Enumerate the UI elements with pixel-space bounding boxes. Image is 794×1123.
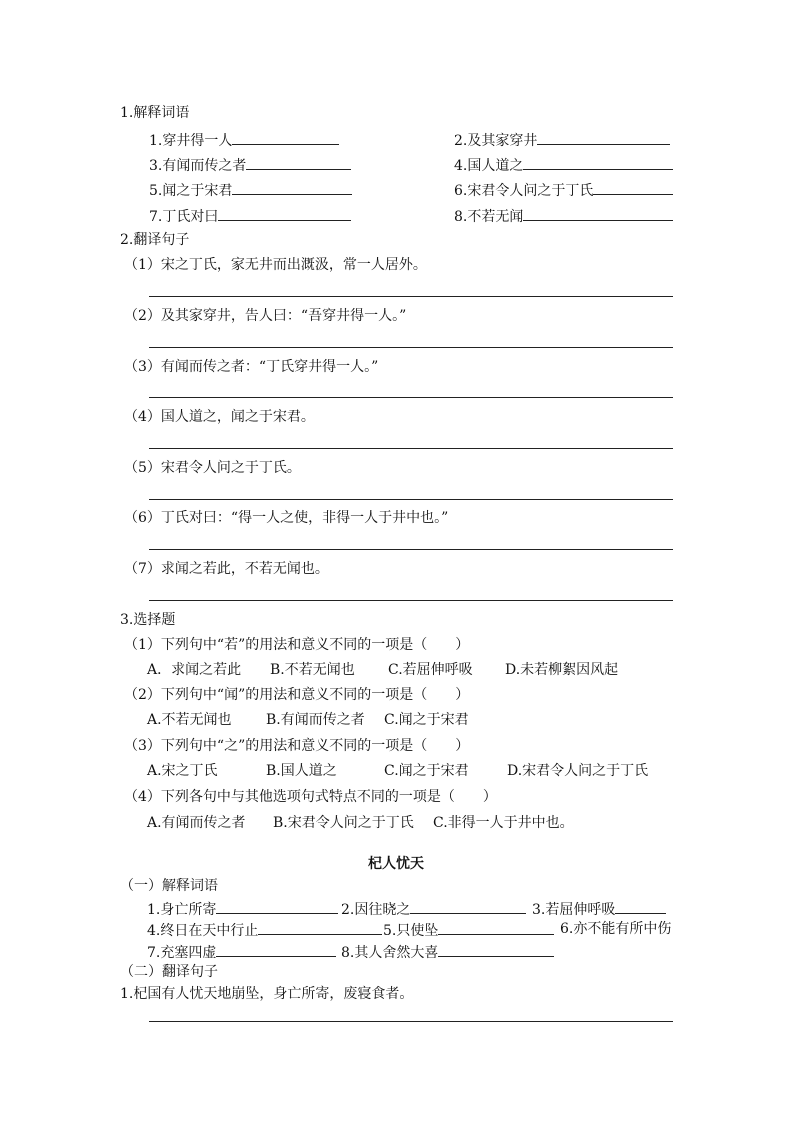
choice-question-3: （3）下列句中“之”的用法和意义不同的一项是（ ） xyxy=(124,738,470,754)
subsection-2-heading: （二）翻译句子 xyxy=(120,964,218,980)
option-4a: A.有闻而传之者 xyxy=(147,815,246,831)
option-1d: D.未若柳絮因风起 xyxy=(505,662,619,678)
answer-line-1 xyxy=(149,296,673,297)
choice-question-4: （4）下列各句中与其他选项句式特点不同的一项是（ ） xyxy=(124,789,497,805)
option-2c: C.闻之于宋君 xyxy=(384,712,469,728)
translate-sentence-4: （4）国人道之，闻之于宋君。 xyxy=(124,409,315,425)
word-item-3: 3.若屈伸呼吸 xyxy=(532,899,666,919)
vocab-item-8: 8.不若无闻 xyxy=(454,206,673,226)
vocab-item-1: 1.穿井得一人 xyxy=(149,130,339,150)
option-3a: A.宋之丁氏 xyxy=(147,763,218,779)
passage-title: 杞人忧天 xyxy=(368,856,424,872)
choice-question-1: （1）下列句中“若”的用法和意义不同的一项是（ ） xyxy=(124,637,470,653)
option-3b: B.国人道之 xyxy=(266,763,337,779)
vocab-item-7: 7.丁氏对曰 xyxy=(149,206,351,226)
option-3d: D.宋君令人问之于丁氏 xyxy=(507,763,649,779)
option-3c: C.闻之于宋君 xyxy=(384,763,469,779)
word-item-8: 8.其人舍然大喜 xyxy=(341,942,554,962)
translate-sentence-6: （6）丁氏对曰：“得一人之使，非得一人于井中也。” xyxy=(124,510,449,526)
answer-line-qiren-1 xyxy=(149,1021,673,1022)
answer-line-7 xyxy=(149,600,673,601)
translate-sentence-1: （1）宋之丁氏，家无井而出溉汲，常一人居外。 xyxy=(124,257,427,273)
translate-sentence-5: （5）宋君令人问之于丁氏。 xyxy=(124,460,301,476)
section-1-heading: 1.解释词语 xyxy=(120,105,190,121)
vocab-item-5: 5.闻之于宋君 xyxy=(149,180,352,200)
translate-sentence-2: （2）及其家穿井，告人曰：“吾穿井得一人。” xyxy=(124,308,407,324)
word-item-5: 5.只使坠 xyxy=(383,920,554,940)
word-item-1: 1.身亡所寄 xyxy=(147,899,338,919)
choice-question-2: （2）下列句中“闻”的用法和意义不同的一项是（ ） xyxy=(124,687,470,703)
vocab-item-4: 4.国人道之 xyxy=(454,155,673,175)
vocab-item-6: 6.宋君令人问之于丁氏 xyxy=(454,180,673,200)
translate-sentence-3: （3）有闻而传之者：“丁氏穿井得一人。” xyxy=(124,359,379,375)
word-item-7: 7.充塞四虚 xyxy=(147,942,336,962)
option-1c: C.若屈伸呼吸 xyxy=(388,662,473,678)
translate-sentence-7: （7）求闻之若此，不若无闻也。 xyxy=(124,561,329,577)
answer-line-4 xyxy=(149,448,673,449)
option-1b: B.不若无闻也 xyxy=(270,662,355,678)
option-2b: B.有闻而传之者 xyxy=(266,712,365,728)
qiren-sentence-1: 1.杞国有人忧天地崩坠，身亡所寄，废寝食者。 xyxy=(120,986,414,1002)
word-item-4: 4.终日在天中行止 xyxy=(147,920,382,940)
vocab-item-3: 3.有闻而传之者 xyxy=(149,155,351,175)
answer-line-3 xyxy=(149,397,673,398)
word-item-2: 2.因往晓之 xyxy=(341,899,526,919)
answer-line-5 xyxy=(149,499,673,500)
word-item-6: 6.亦不能有所中伤 xyxy=(560,921,672,937)
option-1a: A．求闻之若此 xyxy=(147,662,242,678)
option-4b: B.宋君令人问之于丁氏 xyxy=(273,815,414,831)
answer-line-2 xyxy=(149,347,673,348)
option-4c: C.非得一人于井中也。 xyxy=(433,815,574,831)
section-3-heading: 3.选择题 xyxy=(120,612,176,628)
option-2a: A.不若无闻也 xyxy=(147,712,232,728)
subsection-1-heading: （一）解释词语 xyxy=(120,878,218,894)
section-2-heading: 2.翻译句子 xyxy=(120,232,190,248)
vocab-item-2: 2.及其家穿井 xyxy=(454,130,670,150)
answer-line-6 xyxy=(149,549,673,550)
